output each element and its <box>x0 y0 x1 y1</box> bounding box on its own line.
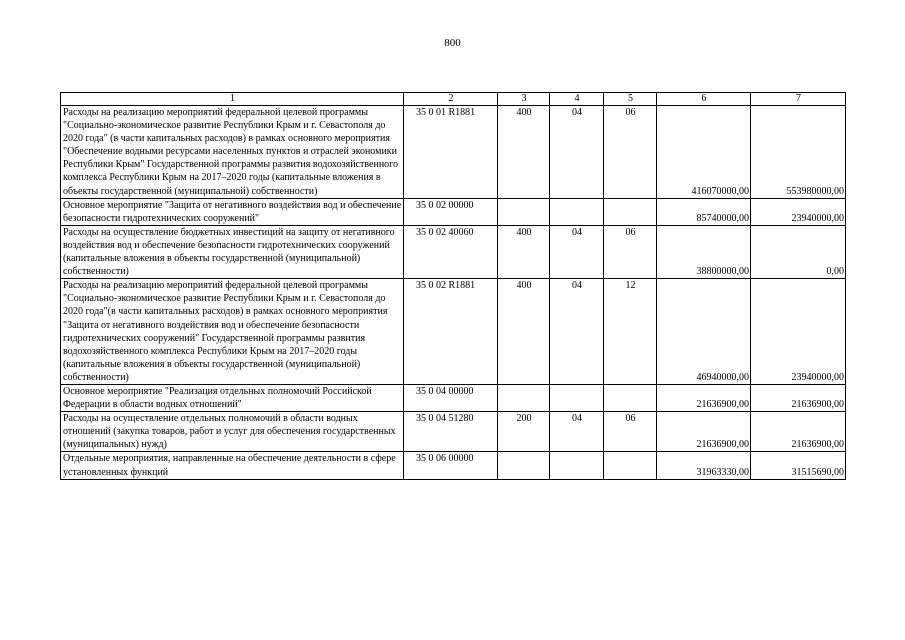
budget-code: 35 0 04 00000 <box>404 384 498 411</box>
table-row <box>61 225 846 278</box>
expense-name: Отдельные мероприятия, направленные на обеспечение деятельности в сфере установленных функций <box>61 452 404 479</box>
amount-column-6: 46940000,00 <box>657 279 751 385</box>
subsection-code: 06 <box>604 225 657 278</box>
budget-code: 35 0 06 00000 <box>404 452 498 479</box>
column-header-2: 2 <box>404 93 498 106</box>
section-code <box>550 384 604 411</box>
amount-column-6: 38800000,00 <box>657 225 751 278</box>
column-header-3: 3 <box>498 93 550 106</box>
amount-column-6: 21636900,00 <box>657 384 751 411</box>
subsection-code <box>604 452 657 479</box>
expense-name: Основное мероприятие "Защита от негативного воздействия вод и обеспечение безопасности гидротехнических сооружений" <box>61 198 404 225</box>
table-row <box>61 412 846 452</box>
expense-name: Расходы на реализацию мероприятий федеральной целевой программы "Социально-экономическое развитие Республики Крым и г. Севастополя до 2020 года" (в части капитальных расходов) в рамках основного мероприятия "Обеспечение водными ресурсами населенных пунктов и отраслей экономики Республики Крым" Государственной программы развития водохозяйственного комплекса Республики Крым на 2017–2020 годы (капитальные вложения в объекты государственной (муниципальной) собственности) <box>61 106 404 199</box>
column-header-6: 6 <box>657 93 751 106</box>
column-header-1: 1 <box>61 93 404 106</box>
column-header-7: 7 <box>751 93 846 106</box>
amount-column-6: 416070000,00 <box>657 106 751 199</box>
subsection-code: 06 <box>604 412 657 452</box>
subsection-code <box>604 384 657 411</box>
subsection-code <box>604 198 657 225</box>
section-code: 04 <box>550 225 604 278</box>
expense-type-code: 400 <box>498 106 550 199</box>
expense-type-code: 400 <box>498 225 550 278</box>
budget-code: 35 0 02 40060 <box>404 225 498 278</box>
expense-name: Расходы на реализацию мероприятий федеральной целевой программы "Социально-экономическое развитие Республики Крым и г. Севастополя до 2020 года"(в части капитальных расходов) в рамках основного мероприятия "Защита от негативного воздействия вод и обеспечение безопасности гидротехнических сооружений" Государственной программы развития водохозяйственного комплекса Республики Крым на 2017–2020 годы (капитальные вложения в объекты государственной (муниципальной) собственности) <box>61 279 404 385</box>
budget-code: 35 0 04 51280 <box>404 412 498 452</box>
section-code: 04 <box>550 279 604 385</box>
budget-code: 35 0 02 R1881 <box>404 279 498 385</box>
amount-column-7: 21636900,00 <box>751 384 846 411</box>
section-code <box>550 198 604 225</box>
budget-code: 35 0 01 R1881 <box>404 106 498 199</box>
amount-column-7: 553980000,00 <box>751 106 846 199</box>
page-number: 800 <box>444 37 461 49</box>
amount-column-7: 23940000,00 <box>751 279 846 385</box>
expense-type-code: 200 <box>498 412 550 452</box>
amount-column-7: 0,00 <box>751 225 846 278</box>
table-row <box>61 198 846 225</box>
amount-column-6: 31963330,00 <box>657 452 751 479</box>
column-header-5: 5 <box>604 93 657 106</box>
amount-column-7: 23940000,00 <box>751 198 846 225</box>
expense-type-code: 400 <box>498 279 550 385</box>
section-code <box>550 452 604 479</box>
subsection-code: 06 <box>604 106 657 199</box>
table-row <box>61 384 846 411</box>
table-row <box>61 452 846 479</box>
table-row <box>61 106 846 199</box>
column-header-4: 4 <box>550 93 604 106</box>
amount-column-6: 21636900,00 <box>657 412 751 452</box>
expense-name: Основное мероприятие "Реализация отдельных полномочий Российской Федерации в области водных отношений" <box>61 384 404 411</box>
table-header-row <box>61 93 846 106</box>
expense-type-code <box>498 452 550 479</box>
section-code: 04 <box>550 106 604 199</box>
amount-column-7: 21636900,00 <box>751 412 846 452</box>
budget-code: 35 0 02 00000 <box>404 198 498 225</box>
expense-type-code <box>498 384 550 411</box>
subsection-code: 12 <box>604 279 657 385</box>
expense-type-code <box>498 198 550 225</box>
expense-name: Расходы на осуществление бюджетных инвестиций на защиту от негативного воздействия вод и обеспечение безопасности гидротехнических сооружений (капитальные вложения в объекты государственной (муниципальной) собственности) <box>61 225 404 278</box>
expense-name: Расходы на осуществление отдельных полномочий в области водных отношений (закупка товаров, работ и услуг для обеспечения государственных (муниципальных) нужд) <box>61 412 404 452</box>
amount-column-6: 85740000,00 <box>657 198 751 225</box>
section-code: 04 <box>550 412 604 452</box>
amount-column-7: 31515690,00 <box>751 452 846 479</box>
table-row <box>61 279 846 385</box>
budget-table <box>60 92 846 480</box>
